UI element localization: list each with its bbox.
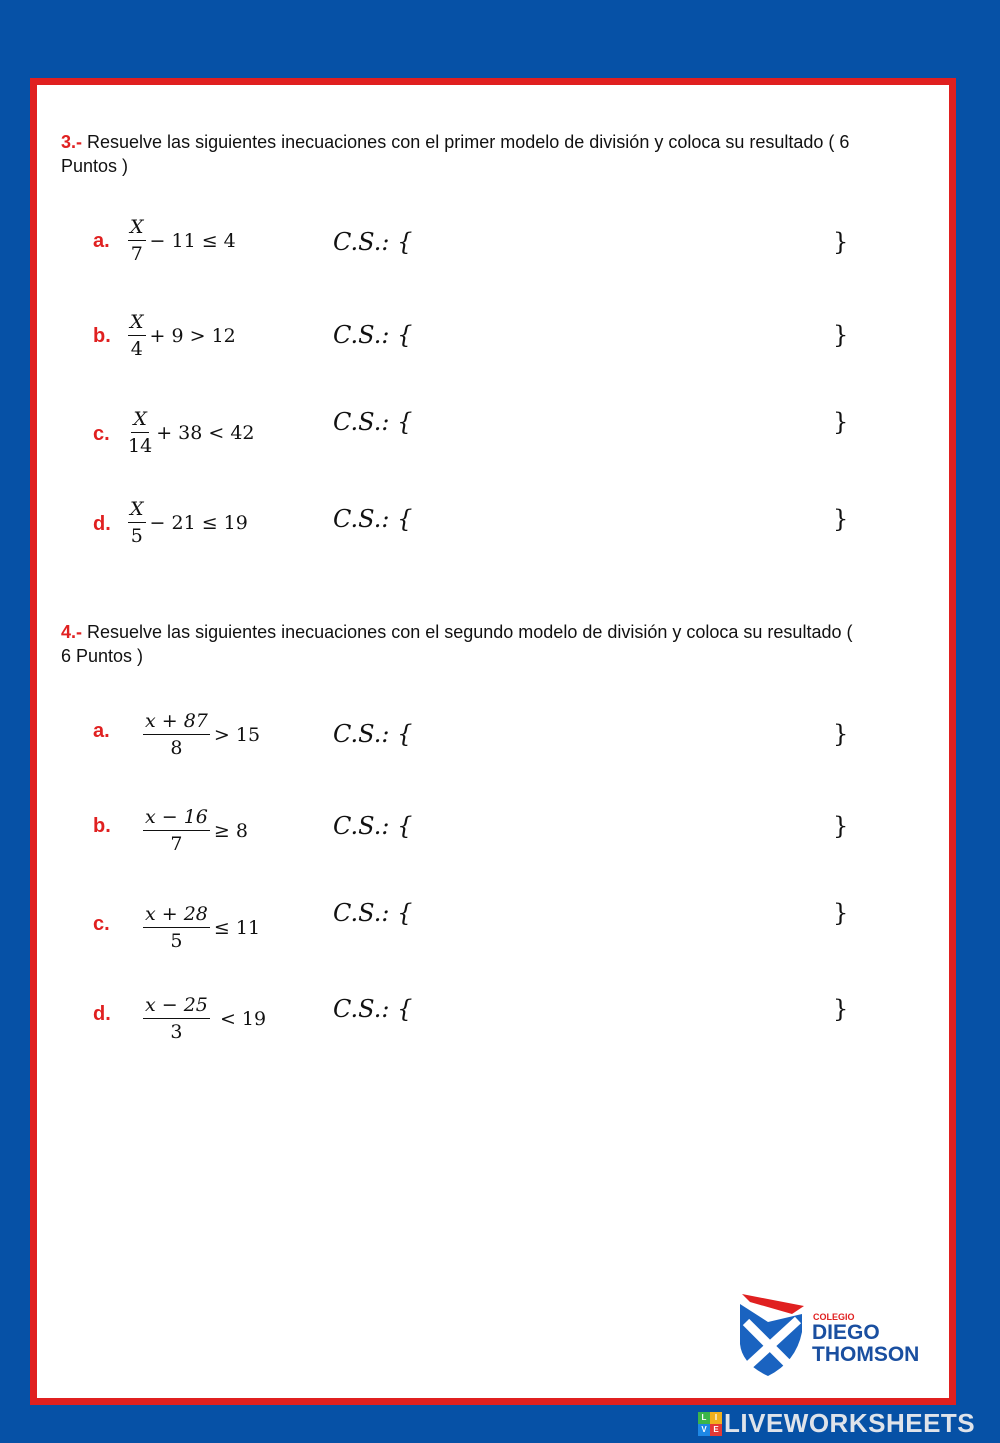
item-3d-expression [128,498,248,547]
item-3d-solution-set: C.S.: { [333,505,413,533]
section-3-number: 3.- [61,132,83,152]
item-3a-label: a. [93,230,110,252]
item-3b-close-brace: } [833,321,849,349]
numerator: x − 25 [143,994,210,1019]
fraction [128,498,146,547]
numerator: x + 28 [143,903,210,928]
numerator: X [131,408,149,433]
logo-small-text: COLEGIO [813,1312,855,1322]
item-4c-close-brace: } [833,899,849,927]
icon-letter: L [698,1412,710,1424]
inequality-rest: + 9 > 12 [149,324,236,347]
item-4a-expression [143,710,260,759]
logo-name [812,1322,919,1366]
item-3d-label: d. [93,513,111,535]
numerator: X [128,498,146,523]
inequality-rest: > 15 [213,723,261,746]
logo-line-2: THOMSON [812,1343,920,1366]
item-4b-close-brace: } [833,812,849,840]
item-4c-label: c. [93,913,110,935]
section-4-number: 4.- [61,622,83,642]
item-3c-close-brace: } [833,408,849,436]
icon-letter: I [710,1412,722,1424]
item-3d-close-brace: } [833,505,849,533]
fraction [143,994,210,1043]
item-4a-solution-set: C.S.: { [333,720,413,748]
inequality-rest: ≥ 8 [213,819,248,842]
item-4d-expression [143,994,266,1043]
item-3b-solution-set: C.S.: { [333,321,413,349]
item-4a-close-brace: } [833,720,849,748]
fraction [128,311,146,360]
item-3a-close-brace: } [833,228,849,256]
fraction [143,710,210,759]
item-4d-label: d. [93,1003,111,1025]
section-4-text: Resuelve las siguientes inecuaciones con el segundo modelo de división y coloca su resultado ( 6 Puntos ) [61,622,853,666]
denominator: 8 [170,737,183,759]
denominator: 3 [170,1021,183,1043]
item-3a-expression [128,216,236,265]
section-4-heading [61,620,861,668]
item-3c-solution-set: C.S.: { [333,408,413,436]
item-4d-close-brace: } [833,995,849,1023]
fraction [143,903,210,952]
item-3b-label: b. [93,325,111,347]
inequality-rest: < 19 [213,1007,267,1030]
shield-icon [738,1292,808,1377]
item-4c-solution-set: C.S.: { [333,899,413,927]
numerator: x + 87 [143,710,210,735]
item-4a-label: a. [93,720,110,742]
item-3c-expression [128,408,255,457]
numerator: x − 16 [143,806,210,831]
item-3a-solution-set: C.S.: { [333,228,413,256]
fraction [143,806,210,855]
fraction [128,216,146,265]
denominator: 14 [128,435,153,457]
denominator: 7 [130,243,143,265]
section-3-text: Resuelve las siguientes inecuaciones con el primer modelo de división y coloca su resultado ( 6 Puntos ) [61,132,850,176]
item-3b-expression [128,311,236,360]
logo-line-1: DIEGO [812,1321,880,1344]
numerator: X [128,311,146,336]
section-3-heading [61,130,861,178]
liveworksheets-icon [698,1412,722,1436]
item-4b-label: b. [93,815,111,837]
denominator: 4 [130,338,143,360]
denominator: 5 [170,930,183,952]
item-4d-solution-set: C.S.: { [333,995,413,1023]
numerator: X [128,216,146,241]
watermark-text: LIVEWORKSHEETS [724,1408,976,1438]
school-logo [738,1292,938,1382]
denominator: 5 [130,525,143,547]
denominator: 7 [170,833,183,855]
inequality-rest: − 11 ≤ 4 [149,229,236,252]
inequality-rest: + 38 < 42 [156,421,255,444]
icon-letter: V [698,1424,710,1436]
item-3c-label: c. [93,423,110,445]
item-4b-solution-set: C.S.: { [333,812,413,840]
liveworksheets-watermark [698,1408,975,1439]
icon-letter: E [710,1424,722,1436]
item-4b-expression [143,806,248,855]
inequality-rest: − 21 ≤ 19 [149,511,248,534]
inequality-rest: ≤ 11 [213,916,261,939]
item-4c-expression [143,903,260,952]
fraction [128,408,152,457]
